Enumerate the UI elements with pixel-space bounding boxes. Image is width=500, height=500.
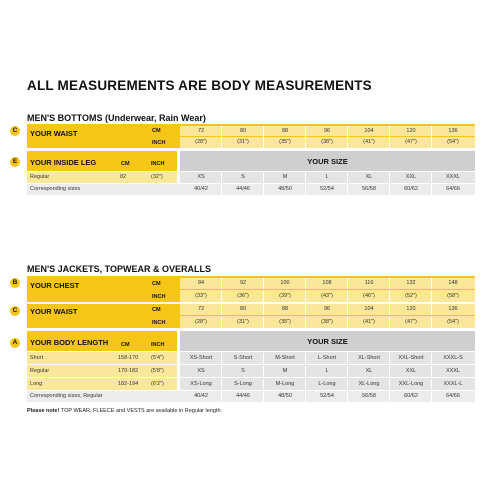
jackets-waist-cm-separator bbox=[431, 304, 432, 315]
badge-c-bottoms: C bbox=[10, 126, 20, 136]
badge-c-jackets: C bbox=[10, 306, 20, 316]
body-length-size-2: M-Long bbox=[275, 381, 295, 387]
body-length-row-cm: 158-170 bbox=[118, 355, 139, 361]
badge-a-jackets: A bbox=[10, 338, 20, 348]
bottoms-your-size-label: YOUR SIZE bbox=[307, 157, 348, 166]
body-length-size-separator bbox=[431, 379, 432, 390]
chest-cm-separator bbox=[431, 278, 432, 289]
bottoms-corresponding-0: 40/42 bbox=[194, 186, 208, 192]
bottoms-corresponding-label: Corresponding sizes bbox=[30, 186, 81, 192]
chest-cm-separator bbox=[263, 278, 264, 289]
body-length-size-separator bbox=[263, 366, 264, 377]
bottoms-waist-cm-separator bbox=[263, 126, 264, 137]
jackets-waist-inch-1: (31") bbox=[237, 319, 249, 325]
jackets-your-size-label: YOUR SIZE bbox=[307, 337, 348, 346]
body-length-size-5: XXL bbox=[405, 368, 417, 374]
bottoms-corresponding-separator bbox=[263, 184, 264, 195]
jackets-waist-inch-separator bbox=[263, 317, 264, 328]
bottoms-waist-inch-2: (35") bbox=[279, 139, 291, 145]
body-length-cm-label: CM bbox=[121, 342, 130, 348]
inside-leg-label: YOUR INSIDE LEG bbox=[30, 158, 97, 167]
bottoms-corresponding-2: 48/50 bbox=[278, 186, 292, 192]
bottoms-size-4: XL bbox=[365, 174, 373, 180]
body-length-size-separator bbox=[389, 366, 390, 377]
jackets-waist-inch-0: (28") bbox=[195, 319, 207, 325]
body-length-size-4: XL bbox=[365, 368, 373, 374]
bottoms-waist-inch-separator bbox=[221, 137, 222, 148]
body-length-row-cm: 182-194 bbox=[118, 381, 139, 387]
body-length-inch-label: INCH bbox=[151, 342, 165, 348]
jackets-waist-inch-separator bbox=[389, 317, 390, 328]
jackets-waist-cm-separator bbox=[221, 304, 222, 315]
chest-cm-separator bbox=[305, 278, 306, 289]
jackets-waist-cm-separator bbox=[347, 304, 348, 315]
body-length-size-3: L-Short bbox=[317, 355, 337, 361]
jackets-waist-cm-3: 96 bbox=[323, 306, 331, 312]
body-length-size-2: M-Short bbox=[275, 355, 295, 361]
jackets-waist-inch-separator bbox=[305, 317, 306, 328]
bottoms-waist-inch-separator bbox=[347, 137, 348, 148]
bottoms-waist-cm-2: 88 bbox=[281, 128, 289, 134]
jackets-waist-inch-separator bbox=[431, 317, 432, 328]
bottoms-corresponding-separator bbox=[347, 184, 348, 195]
bottoms-size-1: S bbox=[241, 174, 245, 180]
chest-inch-6: (58") bbox=[447, 293, 459, 299]
chest-inch-1: (36") bbox=[237, 293, 249, 299]
footnote-text: TOP WEAR, FLEECE and VESTS are available in Regular length. bbox=[59, 408, 223, 414]
jackets-corresponding-separator bbox=[389, 391, 390, 402]
body-length-size-separator bbox=[347, 366, 348, 377]
bottoms-corresponding-3: 52/54 bbox=[320, 186, 334, 192]
jackets-waist-cm-separator bbox=[305, 304, 306, 315]
bottoms-waist-inch-1: (31") bbox=[237, 139, 249, 145]
body-length-row-name: Long bbox=[30, 381, 43, 387]
bottoms-waist-cm-separator bbox=[389, 126, 390, 137]
jackets-corresponding-0: 40/42 bbox=[194, 393, 208, 399]
jackets-corresponding-separator bbox=[431, 391, 432, 402]
jackets-waist-cm-1: 80 bbox=[239, 306, 247, 312]
bottoms-waist-inch-6: (54") bbox=[447, 139, 459, 145]
bottoms-size-separator bbox=[389, 172, 390, 183]
bottoms-regular-cm: 82 bbox=[120, 174, 127, 180]
bottoms-waist-cm-3: 96 bbox=[323, 128, 331, 134]
body-length-size-4: XL-Short bbox=[358, 355, 380, 361]
jackets-corresponding-separator bbox=[263, 391, 264, 402]
body-length-size-5: XXL-Short bbox=[398, 355, 424, 361]
bottoms-corresponding-separator bbox=[431, 184, 432, 195]
body-length-size-separator bbox=[347, 379, 348, 390]
chest-inch-separator bbox=[347, 291, 348, 302]
inside-leg-inch-label: INCH bbox=[151, 161, 165, 167]
body-length-size-3: L-Long bbox=[318, 381, 336, 387]
page-title: ALL MEASUREMENTS ARE BODY MEASUREMENTS bbox=[27, 78, 372, 93]
footnote bbox=[27, 408, 222, 414]
body-length-label: YOUR BODY LENGTH bbox=[30, 338, 109, 347]
chest-cm-3: 108 bbox=[322, 280, 332, 286]
jackets-waist-inch-separator bbox=[347, 317, 348, 328]
bottoms-corresponding-5: 60/62 bbox=[404, 186, 418, 192]
bottoms-regular-inch: (32") bbox=[151, 174, 163, 180]
bottoms-size-5: XXL bbox=[405, 174, 417, 180]
chest-inch-separator bbox=[389, 291, 390, 302]
jackets-waist-cm-2: 88 bbox=[281, 306, 289, 312]
bottoms-waist-label: YOUR WAIST bbox=[30, 129, 78, 138]
jackets-corresponding-label: Corresponding sizes, Regular bbox=[30, 393, 103, 399]
bottoms-waist-cm-0: 72 bbox=[197, 128, 205, 134]
footnote-bold: Please note! bbox=[27, 408, 60, 414]
jackets-corresponding-2: 48/50 bbox=[278, 393, 292, 399]
body-length-row-inch: (5'4") bbox=[151, 355, 164, 361]
chest-inch-label: INCH bbox=[152, 294, 166, 300]
jackets-waist-inch-2: (35") bbox=[279, 319, 291, 325]
bottoms-corresponding-4: 56/58 bbox=[362, 186, 376, 192]
bottoms-regular-label: Regular bbox=[30, 174, 50, 180]
chest-inch-separator bbox=[431, 291, 432, 302]
bottoms-waist-inch-separator bbox=[305, 137, 306, 148]
body-length-row-name: Short bbox=[30, 355, 44, 361]
bottoms-section-title: MEN'S BOTTOMS (Underwear, Rain Wear) bbox=[27, 113, 206, 123]
chest-inch-separator bbox=[305, 291, 306, 302]
bottoms-waist-cm-1: 80 bbox=[239, 128, 247, 134]
jackets-waist-cm-separator bbox=[263, 304, 264, 315]
badge-e-bottoms: E bbox=[10, 157, 20, 167]
body-length-size-separator bbox=[263, 353, 264, 364]
chest-cm-separator bbox=[347, 278, 348, 289]
body-length-row-name: Regular bbox=[30, 368, 50, 374]
jackets-waist-inch-4: (41") bbox=[363, 319, 375, 325]
body-length-size-4: XL-Long bbox=[358, 381, 380, 387]
jackets-corresponding-4: 56/58 bbox=[362, 393, 376, 399]
body-length-size-separator bbox=[221, 379, 222, 390]
body-length-size-3: L bbox=[325, 368, 329, 374]
body-length-size-6: XXXL-L bbox=[443, 381, 463, 387]
bottoms-waist-inch-label: INCH bbox=[152, 140, 166, 146]
body-length-size-separator bbox=[263, 379, 264, 390]
chest-cm-6: 148 bbox=[448, 280, 458, 286]
chest-inch-separator bbox=[221, 291, 222, 302]
body-length-size-1: S-Short bbox=[233, 355, 253, 361]
bottoms-waist-inch-4: (41") bbox=[363, 139, 375, 145]
bottoms-size-3: L bbox=[325, 174, 329, 180]
body-length-size-1: S bbox=[241, 368, 245, 374]
jackets-corresponding-1: 44/46 bbox=[236, 393, 250, 399]
jackets-corresponding-5: 60/62 bbox=[404, 393, 418, 399]
jackets-waist-inch-separator bbox=[221, 317, 222, 328]
jackets-waist-cm-separator bbox=[389, 304, 390, 315]
inside-leg-cm-label: CM bbox=[121, 161, 130, 167]
jackets-waist-cm-5: 120 bbox=[406, 306, 416, 312]
chest-inch-2: (39") bbox=[279, 293, 291, 299]
body-length-size-separator bbox=[431, 366, 432, 377]
jackets-waist-label: YOUR WAIST bbox=[30, 307, 78, 316]
chest-cm-5: 132 bbox=[406, 280, 416, 286]
chest-cm-separator bbox=[221, 278, 222, 289]
jackets-waist-cm-label: CM bbox=[152, 307, 161, 313]
body-length-size-0: XS bbox=[197, 368, 205, 374]
bottoms-size-separator bbox=[347, 172, 348, 183]
chest-inch-5: (52") bbox=[405, 293, 417, 299]
jackets-waist-cm-6: 136 bbox=[448, 306, 458, 312]
bottoms-size-separator bbox=[431, 172, 432, 183]
chest-inch-0: (33") bbox=[195, 293, 207, 299]
body-length-size-separator bbox=[305, 379, 306, 390]
chest-cm-4: 116 bbox=[364, 280, 374, 286]
bottoms-waist-inch-separator bbox=[431, 137, 432, 148]
bottoms-waist-cm-separator bbox=[221, 126, 222, 137]
jackets-waist-cm-0: 72 bbox=[197, 306, 205, 312]
bottoms-waist-inch-separator bbox=[389, 137, 390, 148]
body-length-size-6: XXXL bbox=[445, 368, 461, 374]
body-length-row-cm: 170-182 bbox=[118, 368, 139, 374]
bottoms-size-separator bbox=[305, 172, 306, 183]
jackets-section-title: MEN'S JACKETS, TOPWEAR & OVERALLS bbox=[27, 264, 211, 274]
body-length-size-separator bbox=[389, 379, 390, 390]
body-length-size-6: XXXL-S bbox=[443, 355, 463, 361]
badge-b-jackets: B bbox=[10, 278, 20, 288]
body-length-size-separator bbox=[431, 353, 432, 364]
body-length-size-2: M bbox=[282, 368, 288, 374]
bottoms-waist-inch-0: (28") bbox=[195, 139, 207, 145]
bottoms-corresponding-separator bbox=[221, 184, 222, 195]
bottoms-size-separator bbox=[221, 172, 222, 183]
bottoms-waist-cm-separator bbox=[347, 126, 348, 137]
jackets-corresponding-6: 64/66 bbox=[446, 393, 460, 399]
bottoms-waist-cm-separator bbox=[305, 126, 306, 137]
jackets-corresponding-3: 52/54 bbox=[320, 393, 334, 399]
body-length-size-1: S-Long bbox=[234, 381, 252, 387]
chest-inch-4: (46") bbox=[363, 293, 375, 299]
bottoms-size-2: M bbox=[282, 174, 288, 180]
bottoms-waist-inch-3: (38") bbox=[321, 139, 333, 145]
bottoms-waist-inch-separator bbox=[263, 137, 264, 148]
body-length-size-separator bbox=[305, 353, 306, 364]
chest-label: YOUR CHEST bbox=[30, 281, 80, 290]
chest-inch-separator bbox=[263, 291, 264, 302]
bottoms-waist-cm-5: 120 bbox=[406, 128, 416, 134]
jackets-corresponding-separator bbox=[347, 391, 348, 402]
body-length-size-separator bbox=[347, 353, 348, 364]
jackets-waist-inch-5: (47") bbox=[405, 319, 417, 325]
jackets-corresponding-separator bbox=[305, 391, 306, 402]
jackets-corresponding-separator bbox=[221, 391, 222, 402]
bottoms-corresponding-6: 64/66 bbox=[446, 186, 460, 192]
bottoms-waist-cm-4: 104 bbox=[364, 128, 374, 134]
bottoms-waist-cm-6: 136 bbox=[448, 128, 458, 134]
body-length-size-separator bbox=[305, 366, 306, 377]
bottoms-corresponding-1: 44/46 bbox=[236, 186, 250, 192]
chest-cm-2: 100 bbox=[280, 280, 290, 286]
bottoms-waist-cm-label: CM bbox=[152, 128, 161, 134]
body-length-size-separator bbox=[221, 366, 222, 377]
body-length-size-5: XXL-Long bbox=[398, 381, 424, 387]
bottoms-size-0: XS bbox=[197, 174, 205, 180]
body-length-size-separator bbox=[389, 353, 390, 364]
jackets-waist-inch-6: (54") bbox=[447, 319, 459, 325]
bottoms-corresponding-separator bbox=[389, 184, 390, 195]
body-length-size-0: XS-Long bbox=[190, 381, 212, 387]
chest-cm-0: 84 bbox=[197, 280, 205, 286]
chest-inch-3: (43") bbox=[321, 293, 333, 299]
bottoms-waist-cm-separator bbox=[431, 126, 432, 137]
bottoms-size-separator bbox=[263, 172, 264, 183]
bottoms-corresponding-separator bbox=[305, 184, 306, 195]
chest-cm-separator bbox=[389, 278, 390, 289]
body-length-size-separator bbox=[221, 353, 222, 364]
bottoms-size-6: XXXL bbox=[445, 174, 461, 180]
body-length-row-inch: (6'2") bbox=[151, 381, 164, 387]
jackets-waist-inch-3: (38") bbox=[321, 319, 333, 325]
body-length-size-0: XS-Short bbox=[189, 355, 213, 361]
chest-cm-1: 92 bbox=[239, 280, 247, 286]
body-length-row-inch: (5'8") bbox=[151, 368, 164, 374]
chest-cm-label: CM bbox=[152, 281, 161, 287]
jackets-waist-cm-4: 104 bbox=[364, 306, 374, 312]
jackets-waist-inch-label: INCH bbox=[152, 320, 166, 326]
bottoms-waist-inch-5: (47") bbox=[405, 139, 417, 145]
